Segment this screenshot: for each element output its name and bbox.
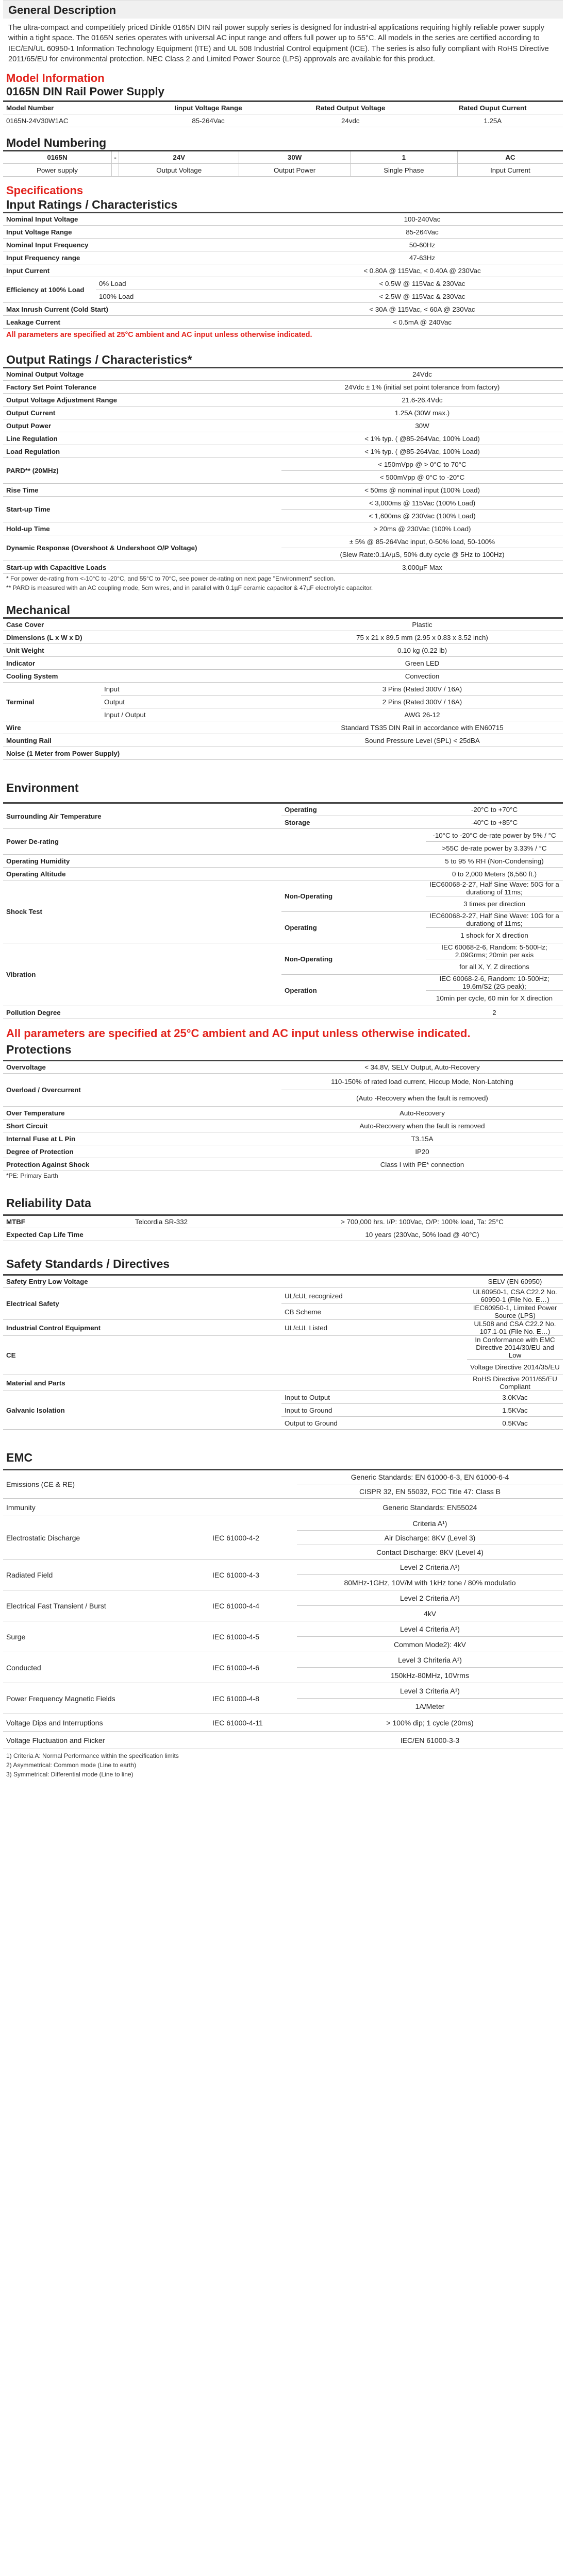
col-input-voltage: Iinput Voltage Range	[138, 101, 278, 114]
row-value: 2 Pins (Rated 300V / 16A)	[281, 696, 563, 708]
row-label: Unit Weight	[3, 644, 281, 657]
input-ratings-table	[3, 212, 563, 329]
row-label: Line Regulation	[3, 432, 281, 445]
row-value: < 0.80A @ 115Vac, < 0.40A @ 230Vac	[281, 264, 563, 277]
row-standard: IEC 61000-4-4	[209, 1590, 297, 1621]
emc-table	[3, 1469, 563, 1749]
row-value: Class I with PE* connection	[281, 1158, 563, 1171]
table-cell: AC	[457, 151, 563, 164]
table-cell: 0165N-24V30W1AC	[3, 114, 138, 127]
row-sublabel: 0% Load	[96, 277, 281, 290]
row-label: Immunity	[3, 1499, 297, 1516]
row-value: AWG 26-12	[281, 708, 563, 721]
table-cell: 1	[350, 151, 457, 164]
row-sublabel: Input to Output	[281, 1391, 467, 1404]
row-value: Generic Standards: EN55024	[297, 1499, 563, 1516]
general-description-heading: General Description	[3, 0, 563, 19]
row-label: Short Circuit	[3, 1120, 281, 1132]
row-label: PARD** (20MHz)	[3, 458, 281, 484]
emc-heading: EMC	[6, 1451, 33, 1465]
row-value: Green LED	[281, 657, 563, 670]
row-value: IP20	[281, 1145, 563, 1158]
row-value: RoHS Directive 2011/65/EU Compliant	[467, 1375, 563, 1391]
row-value: IEC60950-1, Limited Power Source (LPS)	[467, 1304, 563, 1320]
model-numbering-table	[3, 150, 563, 177]
table-cell: 85-264Vac	[138, 114, 278, 127]
table-cell: 0165N	[3, 151, 111, 164]
row-value: 150kHz-80MHz, 10Vrms	[297, 1668, 563, 1683]
row-label: Material and Parts	[3, 1375, 467, 1391]
row-standard: IEC 61000-4-8	[209, 1683, 297, 1714]
row-value: < 34.8V, SELV Output, Auto-Recovery	[281, 1061, 563, 1074]
output-ratings-heading: Output Ratings / Characteristics*	[6, 353, 192, 367]
row-value: 1.5KVac	[467, 1404, 563, 1417]
reliability-table	[3, 1214, 563, 1241]
row-label: Electrical Safety	[3, 1288, 281, 1320]
row-label: Over Temperature	[3, 1107, 281, 1120]
row-value: 47-63Hz	[281, 251, 563, 264]
input-ratings-heading: Input Ratings / Characteristics	[6, 198, 178, 212]
row-label: Vibration	[3, 943, 281, 1006]
row-value: 0 to 2,000 Meters (6,560 ft.)	[426, 868, 563, 880]
row-value: < 0.5mA @ 240Vac	[281, 316, 563, 329]
row-label: Cooling System	[3, 670, 281, 683]
row-label: Voltage Fluctuation and Flicker	[3, 1732, 297, 1749]
row-value: Air Discharge: 8KV (Level 3)	[297, 1531, 563, 1545]
row-sublabel: CB Scheme	[281, 1304, 467, 1320]
row-value: > 100% dip; 1 cycle (20ms)	[297, 1714, 563, 1732]
row-value: Auto-Recovery when the fault is removed	[281, 1120, 563, 1132]
row-value: Level 3 Chriteria A¹)	[297, 1652, 563, 1668]
emc-footnote-3: 3) Symmetrical: Differential mode (Line to line)	[6, 1771, 134, 1778]
row-label: Case Cover	[3, 618, 281, 631]
row-value: Level 4 Criteria A¹)	[297, 1621, 563, 1637]
row-standard: IEC 61000-4-3	[209, 1560, 297, 1590]
row-label: Nominal Input Voltage	[3, 213, 281, 226]
table-cell: 1.25A	[423, 114, 563, 127]
row-value: Level 3 Criteria A¹)	[297, 1683, 563, 1699]
row-standard: IEC 61000-4-5	[209, 1621, 297, 1652]
row-label: Conducted	[3, 1652, 209, 1683]
row-value: < 1,600ms @ 230Vac (100% Load)	[281, 510, 563, 522]
row-label: Start-up Time	[3, 497, 281, 522]
row-value: 75 x 21 x 89.5 mm (2.95 x 0.83 x 3.52 inch)	[281, 631, 563, 644]
row-value: SELV (EN 60950)	[467, 1275, 563, 1288]
row-value: (Auto -Recovery when the fault is removed)	[281, 1090, 563, 1107]
row-sublabel: UL/cUL recognized	[281, 1288, 467, 1304]
row-value: 3.0KVac	[467, 1391, 563, 1404]
row-label: Industrial Control Equipment	[3, 1320, 281, 1336]
row-value: < 0.5W @ 115Vac & 230Vac	[281, 277, 563, 290]
row-label: Load Regulation	[3, 445, 281, 458]
output-footnote-2: ** PARD is measured with an AC coupling mode, 5cm wires, and in parallel with 0.1µF ceramic capacitor & 47µF electrolytic capacitor.	[6, 584, 373, 592]
row-value: < 500mVpp @ 0°C to -20°C	[281, 471, 563, 484]
row-value: < 1% typ. ( @85-264Vac, 100% Load)	[281, 432, 563, 445]
row-value: 0.10 kg (0.22 lb)	[281, 644, 563, 657]
row-sublabel: Telcordia SR-332	[132, 1215, 281, 1228]
row-value: Level 2 Criteria A¹)	[297, 1560, 563, 1575]
row-value: < 1% typ. ( @85-264Vac, 100% Load)	[281, 445, 563, 458]
row-value: > 20ms @ 230Vac (100% Load)	[281, 522, 563, 535]
mechanical-table	[3, 617, 563, 760]
table-cell: Single Phase	[350, 164, 457, 177]
row-value: -40°C to +85°C	[426, 816, 563, 829]
row-label: Protection Against Shock	[3, 1158, 281, 1171]
row-value: Sound Pressure Level (SPL) < 25dBA	[281, 734, 563, 747]
row-standard: IEC 61000-4-6	[209, 1652, 297, 1683]
row-sublabel: Operation	[281, 975, 426, 1006]
row-sublabel: Operating	[281, 803, 426, 816]
row-value: 4kV	[297, 1606, 563, 1621]
environment-table	[3, 802, 563, 1019]
row-value: Auto-Recovery	[281, 1107, 563, 1120]
row-value: IEC 60068-2-6, Random: 10-500Hz; 19.6m/S2 (2G peak);	[426, 975, 563, 991]
row-label: Terminal	[3, 683, 101, 721]
ambient-note-2: All parameters are specified at 25°C ambient and AC input unless otherwise indicated.	[6, 1027, 471, 1040]
row-label: Noise (1 Meter from Power Supply)	[3, 747, 281, 760]
row-value: Level 2 Criteria A¹)	[297, 1590, 563, 1606]
table-cell	[111, 164, 119, 177]
mechanical-heading: Mechanical	[6, 603, 70, 617]
row-value: Generic Standards: EN 61000-6-3, EN 61000-6-4	[297, 1470, 563, 1484]
row-value: < 3,000ms @ 115Vac (100% Load)	[281, 497, 563, 510]
output-ratings-table	[3, 367, 563, 574]
table-cell: -	[111, 151, 119, 164]
row-value: 3,000µF Max	[281, 561, 563, 574]
row-value: 2	[426, 1006, 563, 1019]
model-information-heading: Model Information	[6, 72, 105, 85]
row-label: Nominal Output Voltage	[3, 368, 281, 381]
row-value: Common Mode2): 4kV	[297, 1637, 563, 1652]
row-value: 24Vdc ± 1% (initial set point tolerance from factory)	[281, 381, 563, 394]
row-value: 3 times per direction	[426, 896, 563, 912]
col-output-current: Rated Ouput Current	[423, 101, 563, 114]
row-label: Operating Humidity	[3, 855, 426, 868]
row-label: Overvoltage	[3, 1061, 281, 1074]
row-label: Mounting Rail	[3, 734, 281, 747]
row-value: 110-150% of rated load current, Hiccup Mode, Non-Latching	[281, 1074, 563, 1090]
row-value: 1A/Meter	[297, 1699, 563, 1714]
row-label: Pollution Degree	[3, 1006, 426, 1019]
row-value: < 30A @ 115Vac, < 60A @ 230Vac	[281, 303, 563, 316]
row-value: Standard TS35 DIN Rail in accordance with EN60715	[281, 721, 563, 734]
row-label: Rise Time	[3, 484, 281, 497]
row-label: Input Current	[3, 264, 281, 277]
row-label: Radiated Field	[3, 1560, 209, 1590]
row-value	[281, 747, 563, 760]
row-sublabel: Output	[101, 696, 281, 708]
row-label: Galvanic Isolation	[3, 1391, 281, 1430]
row-sublabel: 100% Load	[96, 290, 281, 303]
row-value: 30W	[281, 419, 563, 432]
row-label: Output Current	[3, 406, 281, 419]
row-value: Convection	[281, 670, 563, 683]
row-standard: IEC 61000-4-2	[209, 1516, 297, 1560]
row-label: Operating Altitude	[3, 868, 426, 880]
row-value: for all X, Y, Z directions	[426, 959, 563, 975]
row-label: Expected Cap Life Time	[3, 1228, 281, 1241]
environment-heading: Environment	[6, 781, 79, 795]
row-sublabel: UL/cUL Listed	[281, 1320, 467, 1336]
specifications-heading: Specifications	[6, 184, 84, 197]
model-subheading: 0165N DIN Rail Power Supply	[6, 85, 164, 98]
row-label: Electrostatic Discharge	[3, 1516, 209, 1560]
emc-footnote-2: 2) Asymmetrical: Common mode (Line to earth)	[6, 1761, 137, 1769]
row-label: Indicator	[3, 657, 281, 670]
emc-footnote-1: 1) Criteria A: Normal Performance within the specification limits	[6, 1752, 179, 1760]
row-value: 1 shock for X direction	[426, 928, 563, 943]
row-value: < 2.5W @ 115Vac & 230Vac	[281, 290, 563, 303]
row-label: Power De-rating	[3, 829, 426, 855]
row-value: -20°C to +70°C	[426, 803, 563, 816]
row-label: Efficiency at 100% Load	[3, 277, 96, 303]
row-label: Factory Set Point Tolerance	[3, 381, 281, 394]
row-value: > 700,000 hrs. I/P: 100Vac, O/P: 100% load, Ta: 25°C	[281, 1215, 563, 1228]
row-value: Plastic	[281, 618, 563, 631]
row-label: Input Frequency range	[3, 251, 281, 264]
table-cell: Output Power	[239, 164, 351, 177]
row-value: 50-60Hz	[281, 239, 563, 251]
row-value: IEC/EN 61000-3-3	[297, 1732, 563, 1749]
row-value: IEC60068-2-27, Half Sine Wave: 50G for a durationg of 11ms;	[426, 880, 563, 896]
row-value: 0.5KVac	[467, 1417, 563, 1430]
row-label: Electrical Fast Transient / Burst	[3, 1590, 209, 1621]
row-value: CISPR 32, EN 55032, FCC Title 47: Class B	[297, 1484, 563, 1499]
row-label: Leakage Current	[3, 316, 281, 329]
row-label: Voltage Dips and Interruptions	[3, 1714, 209, 1732]
row-sublabel: Input to Ground	[281, 1404, 467, 1417]
row-value: < 150mVpp @ > 0°C to 70°C	[281, 458, 563, 471]
safety-table	[3, 1274, 563, 1430]
row-sublabel: Storage	[281, 816, 426, 829]
col-model-number: Model Number	[3, 101, 138, 114]
row-value: IEC60068-2-27, Half Sine Wave: 10G for a durationg of 11ms;	[426, 912, 563, 928]
row-label: Safety Entry Low Voltage	[3, 1275, 467, 1288]
row-label: Max Inrush Current (Cold Start)	[3, 303, 281, 316]
row-label: Hold-up Time	[3, 522, 281, 535]
table-cell: Power supply	[3, 164, 111, 177]
row-value: (Slew Rate:0.1A/µS, 50% duty cycle @ 5Hz to 100Hz)	[281, 548, 563, 561]
row-label: Nominal Input Frequency	[3, 239, 281, 251]
row-value: 24Vdc	[281, 368, 563, 381]
row-sublabel: Non-Operating	[281, 943, 426, 975]
row-value: T3.15A	[281, 1132, 563, 1145]
row-label: Input Voltage Range	[3, 226, 281, 239]
safety-heading: Safety Standards / Directives	[6, 1257, 170, 1271]
model-numbering-heading: Model Numbering	[6, 136, 107, 150]
row-value: 3 Pins (Rated 300V / 16A)	[281, 683, 563, 696]
table-cell: Input Current	[457, 164, 563, 177]
row-value: UL508 and CSA C22.2 No. 107.1-01 (File No. E…)	[467, 1320, 563, 1336]
row-label: Surge	[3, 1621, 209, 1652]
row-sublabel: Output to Ground	[281, 1417, 467, 1430]
row-label: Degree of Protection	[3, 1145, 281, 1158]
row-label: Internal Fuse at L Pin	[3, 1132, 281, 1145]
output-footnote-1: * For power de-rating from <-10°C to -20°C, and 55°C to 70°C, see power de-rating on next page "Environment" section.	[6, 575, 336, 583]
row-value: 85-264Vac	[281, 226, 563, 239]
row-value: 80MHz-1GHz, 10V/M with 1kHz tone / 80% modulatio	[297, 1575, 563, 1590]
row-sublabel: Input / Output	[101, 708, 281, 721]
row-value: In Conformance with EMC Directive 2014/30/EU and Low	[467, 1336, 563, 1360]
row-value: < 50ms @ nominal input (100% Load)	[281, 484, 563, 497]
col-output-voltage: Rated Output Voltage	[278, 101, 423, 114]
row-value: 100-240Vac	[281, 213, 563, 226]
row-value: ± 5% @ 85-264Vac input, 0-50% load, 50-100%	[281, 535, 563, 548]
row-label: Dimensions (L x W x D)	[3, 631, 281, 644]
row-label: Emissions (CE & RE)	[3, 1470, 297, 1499]
row-label: Overload / Overcurrent	[3, 1074, 281, 1107]
row-value: UL60950-1, CSA C22.2 No. 60950-1 (File No. E…)	[467, 1288, 563, 1304]
table-cell: 24V	[119, 151, 239, 164]
row-value: Voltage Directive 2014/35/EU	[467, 1360, 563, 1375]
row-value: 10min per cycle, 60 min for X direction	[426, 991, 563, 1006]
table-cell: 30W	[239, 151, 351, 164]
protections-table	[3, 1060, 563, 1171]
row-value: 1.25A (30W max.)	[281, 406, 563, 419]
row-value: Criteria A¹)	[297, 1516, 563, 1531]
row-value: 21.6-26.4Vdc	[281, 394, 563, 406]
row-sublabel: Input	[101, 683, 281, 696]
row-value: >55C de-rate power by 3.33% / °C	[426, 842, 563, 855]
row-standard: IEC 61000-4-11	[209, 1714, 297, 1732]
row-label: Power Frequency Magnetic Fields	[3, 1683, 209, 1714]
row-label: Shock Test	[3, 880, 281, 943]
ambient-note: All parameters are specified at 25°C ambient and AC input unless otherwise indicated.	[6, 331, 312, 340]
row-label: Surrounding Air Temperature	[3, 803, 281, 829]
row-label: Output Voltage Adjustment Range	[3, 394, 281, 406]
row-label: CE	[3, 1336, 467, 1375]
protections-heading: Protections	[6, 1043, 72, 1057]
row-sublabel: Operating	[281, 912, 426, 943]
reliability-heading: Reliability Data	[6, 1196, 91, 1210]
table-cell: Output Voltage	[119, 164, 239, 177]
row-value: 5 to 95 % RH (Non-Condensing)	[426, 855, 563, 868]
row-label: Output Power	[3, 419, 281, 432]
row-label: Dynamic Response (Overshoot & Undershoot O/P Voltage)	[3, 535, 281, 561]
general-description-text: The ultra-compact and competitiely priced Dinkle 0165N DIN rail power supply series is designed for industri-al applications requiring highly reliable power supply within a tight space. The 0165N series operates with universal AC input range and offers full power up to 55°C. All models in the series are certified according to IEC/EN/UL 60950-1 Information Technology Equipment (ITE) and UL 508 Industrial Control equipment (ICE). The series is also fully compliant with RoHS Directive 2011/65/EU for environmental protection. NEC Class 2 and Limited Power Source (LPS) approvals are available for this product.	[8, 24, 549, 63]
model-table	[3, 100, 563, 127]
row-value: 10 years (230Vac, 50% load @ 40°C)	[281, 1228, 563, 1241]
row-label: Wire	[3, 721, 281, 734]
protections-footnote: *PE: Primary Earth	[6, 1172, 58, 1180]
row-value: IEC 60068-2-6, Random: 5-500Hz; 2.09Grms; 20min per axis	[426, 943, 563, 959]
table-cell: 24vdc	[278, 114, 423, 127]
row-value: -10°C to -20°C de-rate power by 5% / °C	[426, 829, 563, 842]
row-label: Start-up with Capacitive Loads	[3, 561, 281, 574]
row-label: MTBF	[3, 1215, 132, 1228]
row-value: Contact Discharge: 8KV (Level 4)	[297, 1545, 563, 1560]
row-sublabel: Non-Operating	[281, 880, 426, 912]
